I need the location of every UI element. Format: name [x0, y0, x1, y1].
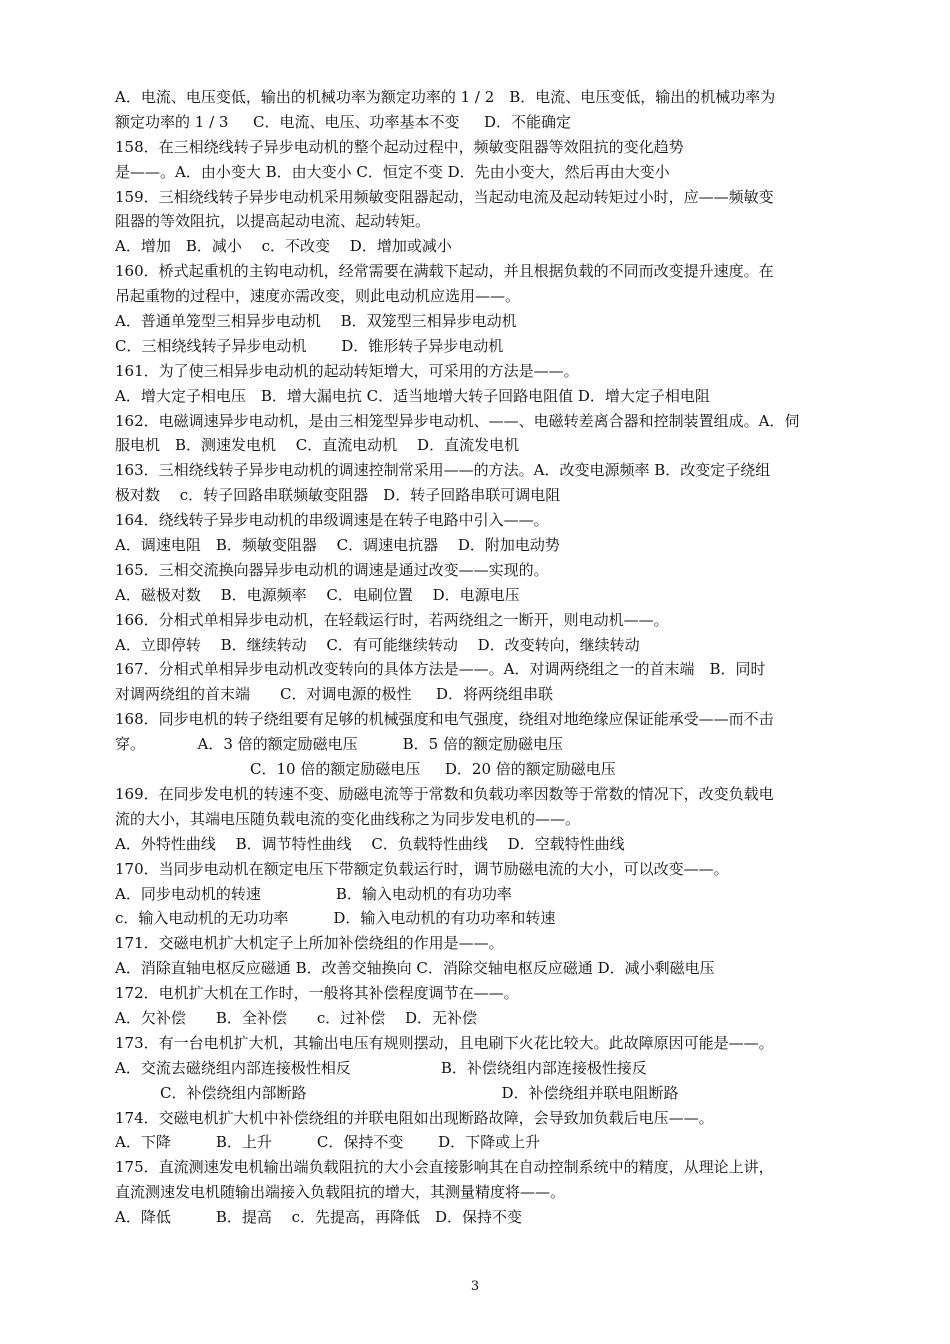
text-line: A．普通单笼型三相异步电动机 B．双笼型三相异步电动机 [115, 312, 517, 331]
text-line: 流的大小，其端电压随负载电流的变化曲线称之为同步发电机的——。 [115, 809, 581, 828]
text-line: A．电流、电压变低，输出的机械功率为额定功率的 1 / 2 B．电流、电压变低，输出的机械功率为 [115, 88, 776, 106]
text-line: A．交流去磁绕组内部连接极性相反 B．补偿绕组内部连接极性接反 [115, 1058, 647, 1077]
text-line: 吊起重物的过程中，速度亦需改变，则此电动机应选用——。 [115, 287, 521, 306]
text-line: 是——。A．由小变大 B．由大变小 C．恒定不变 D．先由小变大，然后再由大变小 [115, 162, 670, 181]
text-line: C．补偿绕组内部断路 D．补偿绕组并联电阻断路 [115, 1083, 679, 1102]
text-line: A．欠补偿 B．全补偿 c．过补偿 D．无补偿 [115, 1008, 478, 1027]
text-line: 161．为了使三相异步电动机的起动转矩增大，可采用的方法是——。 [115, 361, 579, 380]
text-line: C．三相绕线转子异步电动机 D．锥形转子异步电动机 [115, 336, 504, 355]
text-line: A．立即停转 B．继续转动 C．有可能继续转动 D．改变转向，继续转动 [115, 635, 640, 654]
text-line: A．磁极对数 B．电源频率 C．电刷位置 D．电源电压 [115, 585, 520, 604]
text-line: 172．电机扩大机在工作时，一般将其补偿程度调节在——。 [115, 984, 519, 1003]
text-line: 168．同步电机的转子绕组要有足够的机械强度和电气强度，绕组对地绝缘应保证能承受——而不击 [115, 710, 774, 729]
text-line: 额定功率的 1 / 3 C．电流、电压、功率基本不变 D．不能确定 [115, 112, 572, 131]
text-line: 直流测速发电机随输出端接入负载阻抗的增大，其测量精度将——。 [115, 1183, 566, 1202]
question-text-block [115, 85, 840, 1230]
text-line: 极对数 c．转子回路串联频敏变阻器 D．转子回路串联可调电阻 [115, 486, 561, 505]
text-line: A．同步电动机的转速 B．输入电动机的有功功率 [115, 884, 512, 903]
text-line: c．输入电动机的无功功率 D．输入电动机的有功功率和转速 [115, 909, 556, 928]
text-line: A．消除直轴电枢反应磁通 B．改善交轴换向 C．消除交轴电枢反应磁通 D．减小剩磁电压 [115, 959, 715, 978]
text-line: C．10 倍的额定励磁电压 D．20 倍的额定励磁电压 [115, 760, 616, 779]
text-line: 对调两绕组的首末端 C．对调电源的极性 D．将两绕组串联 [115, 685, 554, 704]
text-line: 175．直流测速发电机输出端负载阻抗的大小会直接影响其在自动控制系统中的精度，从理论上讲， [115, 1158, 774, 1177]
text-line: 169．在同步发电机的转速不变、励磁电流等于常数和负载功率因数等于常数的情况下，改变负载电 [115, 784, 774, 803]
text-line: 162．电磁调速异步电动机，是由三相笼型异步电动机、——、电磁转差离合器和控制装置组成。A．伺 [115, 411, 800, 430]
text-line: A．增加 B．减小 c．不改变 D．增加或减小 [115, 237, 452, 256]
text-line: 174．交磁电机扩大机中补偿绕组的并联电阻如出现断路故障，会导致加负载后电压——。 [115, 1108, 714, 1127]
text-line: A．外特性曲线 B．调节特性曲线 C．负载特性曲线 D．空载特性曲线 [115, 834, 625, 853]
text-line: A．调速电阻 B．频敏变阻器 C．调速电抗器 D．附加电动势 [115, 536, 560, 555]
page-number: 3 [470, 1279, 480, 1294]
text-line: 163．三相绕线转子异步电动机的调速控制常采用——的方法。A．改变电源频率 B．改变定子绕组 [115, 461, 771, 480]
text-line: 158．在三相绕线转子异步电动机的整个起动过程中，频敏变阻器等效阻抗的变化趋势 [115, 137, 684, 156]
text-line: 穿。 A．3 倍的额定励磁电压 B．5 倍的额定励磁电压 [115, 735, 563, 754]
text-line: 166．分相式单相异步电动机，在轻载运行时，若两绕组之一断开，则电动机——。 [115, 610, 669, 629]
text-line: 159．三相绕线转子异步电动机采用频敏变阻器起动，当起动电流及起动转矩过小时，应——频敏变 [115, 187, 774, 206]
text-line: A．下降 B．上升 C．保持不变 D．下降或上升 [115, 1133, 541, 1152]
text-line: 165．三相交流换向器异步电动机的调速是通过改变——实现的。 [115, 560, 549, 579]
text-line: 171．交磁电机扩大机定子上所加补偿绕组的作用是——。 [115, 934, 504, 953]
text-line: 160．桥式起重机的主钩电动机，经常需要在满载下起动，并且根据负载的不同而改变提升速度。在 [115, 262, 774, 281]
text-line: 170．当同步电动机在额定电压下带额定负载运行时，调节励磁电流的大小，可以改变——。 [115, 859, 729, 878]
text-line: 164．绕线转子异步电动机的串级调速是在转子电路中引入——。 [115, 511, 549, 530]
text-line: A．增大定子相电压 B．增大漏电抗 C．适当地增大转子回路电阻值 D．增大定子相电阻 [115, 386, 710, 405]
text-line: 167．分相式单相异步电动机改变转向的具体方法是——。A．对调两绕组之一的首末端 B．同时 [115, 660, 766, 679]
text-line: 阻器的等效阻抗，以提高起动电流、起动转矩。 [115, 212, 431, 231]
text-line: A．降低 B．提高 c．先提高，再降低 D．保持不变 [115, 1208, 523, 1227]
text-line: 服电机 B．测速发电机 C．直流电动机 D．直流发电机 [115, 436, 520, 455]
text-line: 173．有一台电机扩大机，其输出电压有规则摆动，且电刷下火花比较大。此故障原因可能是——。 [115, 1033, 774, 1052]
